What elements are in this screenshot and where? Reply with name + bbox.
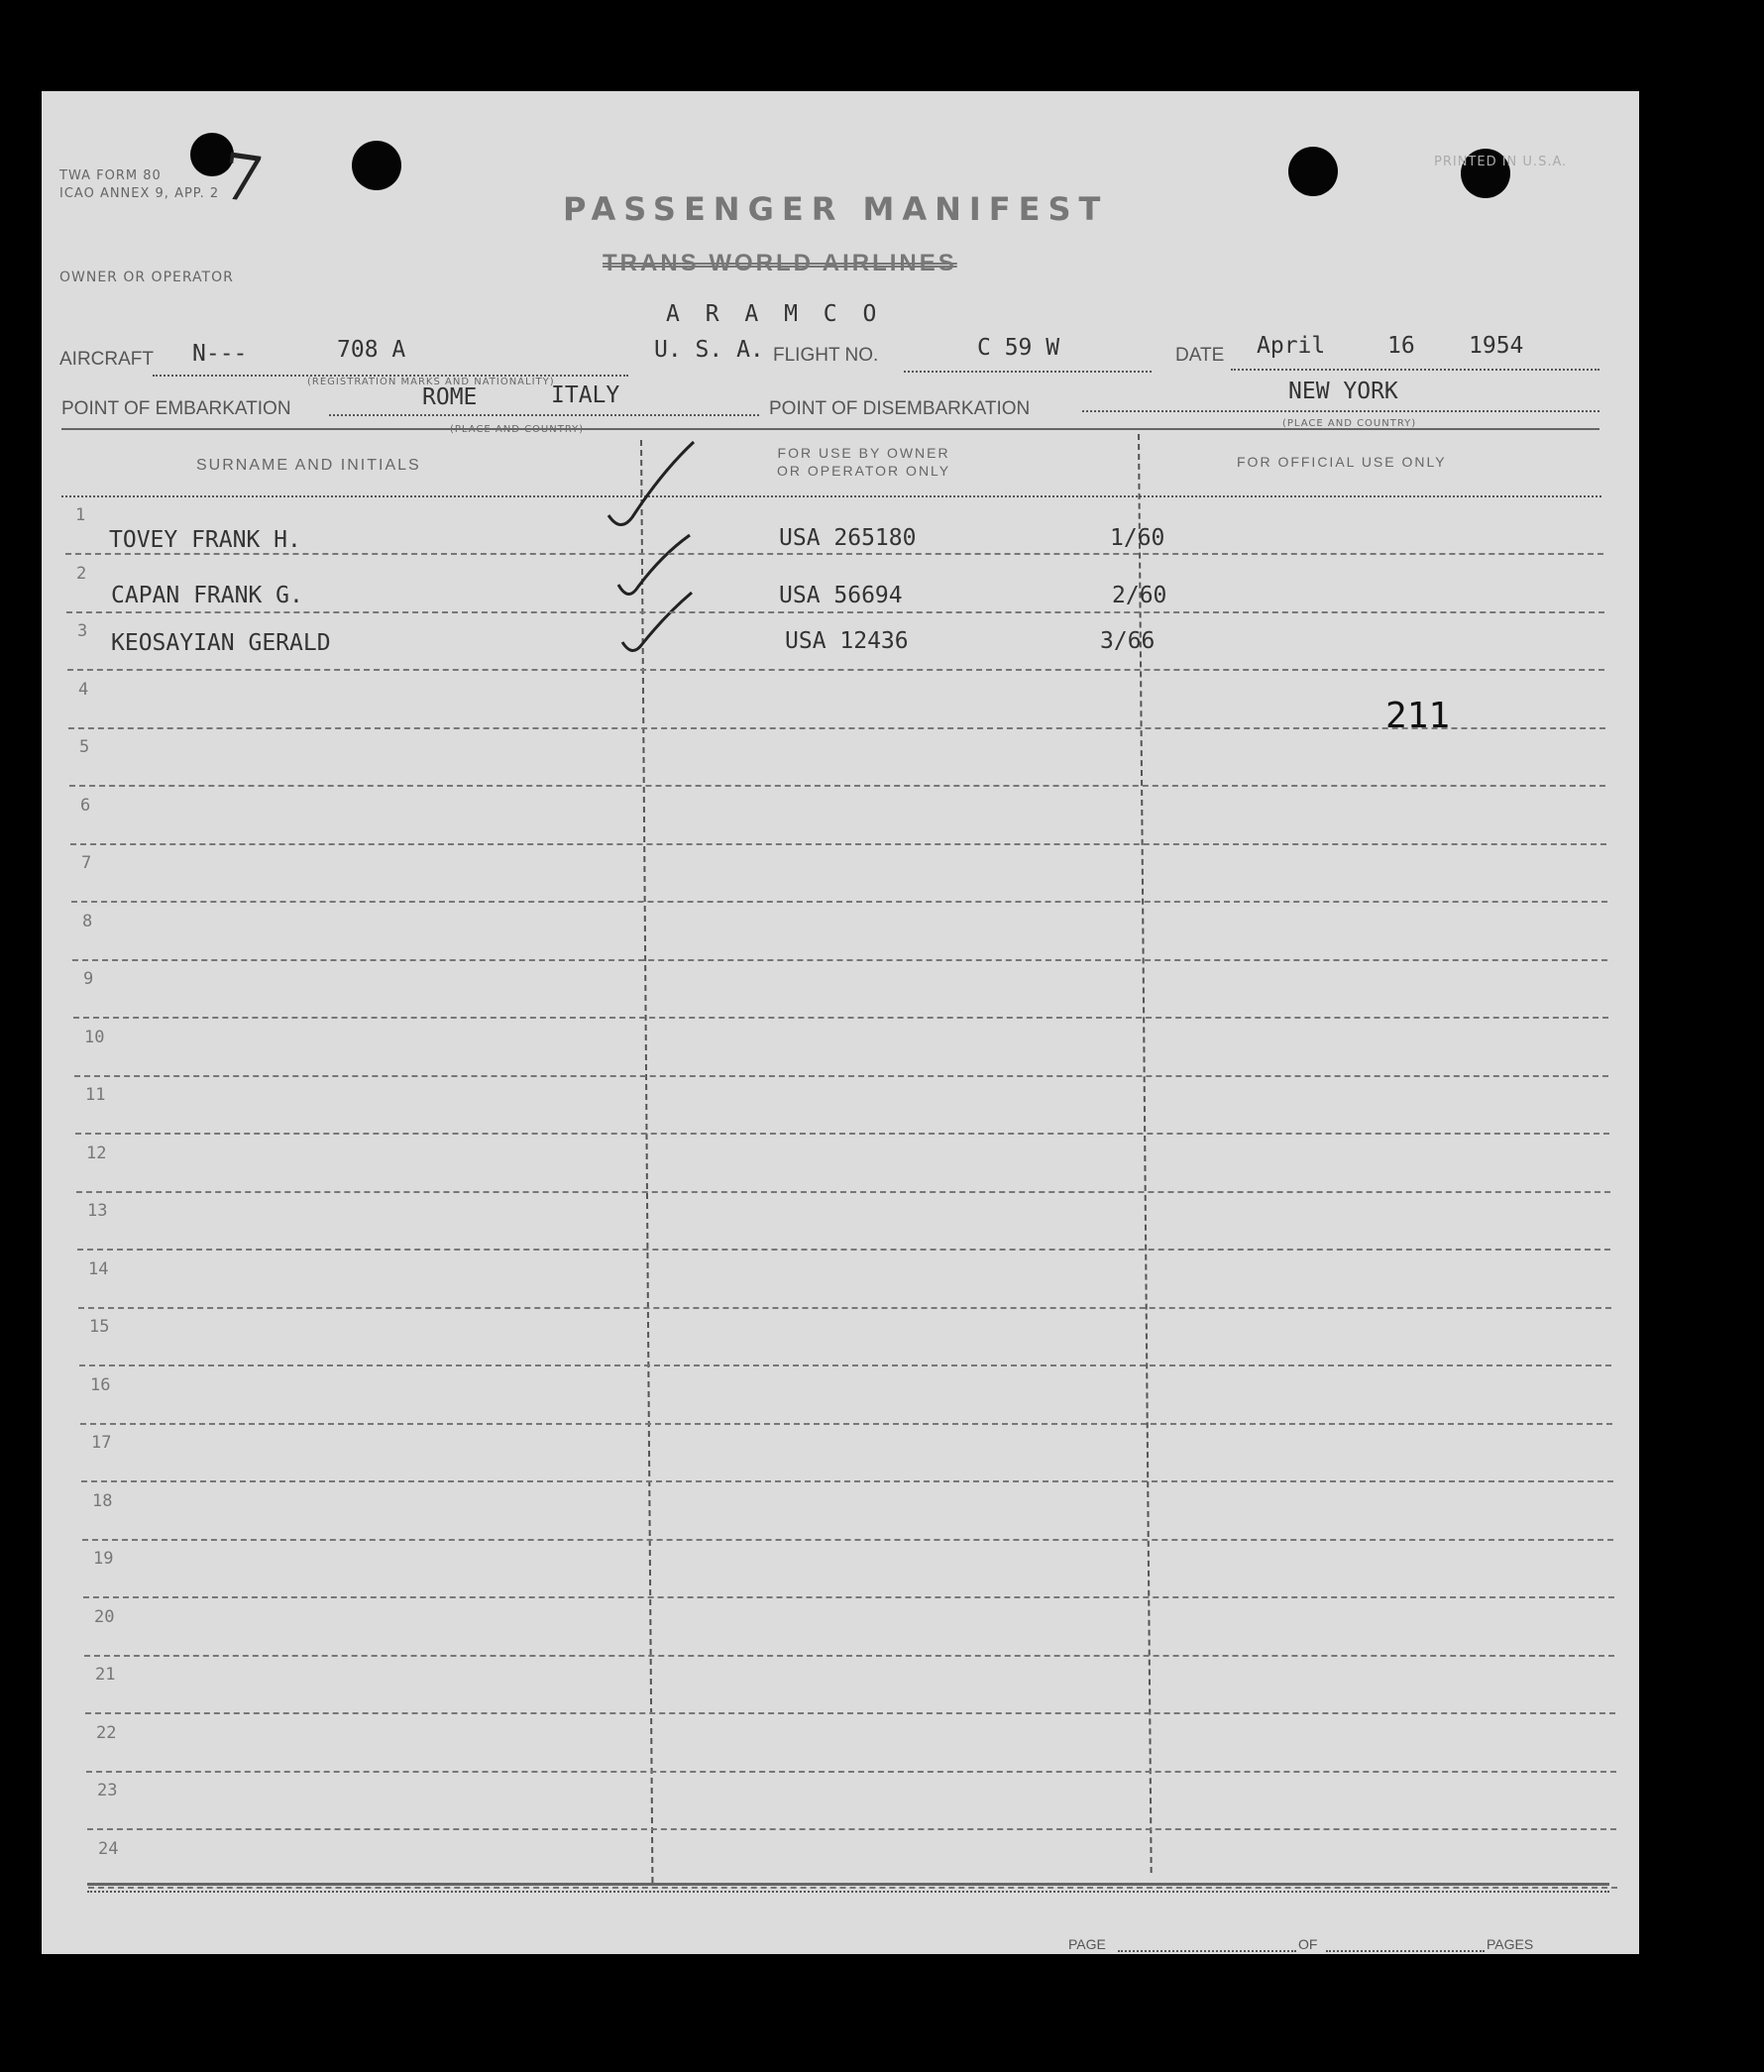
table-top-rule [61, 428, 1599, 430]
row-line [76, 1191, 1610, 1193]
row-number: 7 [81, 853, 92, 873]
row-line [66, 611, 1604, 613]
row-line [70, 843, 1606, 845]
date-year: 1954 [1469, 333, 1524, 359]
footer-pages-label: PAGES [1487, 1936, 1534, 1952]
table-bottom-rule-2 [87, 1891, 1609, 1893]
row-number: 16 [90, 1374, 111, 1395]
footer-of-rule [1326, 1950, 1485, 1952]
row-number: 4 [78, 679, 89, 700]
row-number: 12 [86, 1143, 107, 1163]
row-number: 24 [98, 1838, 119, 1859]
row-number: 18 [92, 1490, 113, 1511]
row-line [73, 1017, 1608, 1019]
disembark-label: POINT OF DISEMBARKATION [769, 398, 1031, 419]
row-line [80, 1423, 1612, 1425]
form-id-line2: ICAO ANNEX 9, APP. 2 [59, 186, 220, 201]
form-id-line1: TWA FORM 80 [59, 168, 162, 183]
embark-caption: (PLACE AND COUNTRY) [450, 424, 585, 435]
official-number: 211 [1385, 696, 1451, 736]
punch-hole [1288, 147, 1338, 196]
row-number: 15 [89, 1317, 110, 1337]
passenger-name: CAPAN FRANK G. [111, 583, 303, 608]
footer-of-label: OF [1298, 1936, 1318, 1952]
table-bottom-rule [87, 1883, 1609, 1886]
passenger-name: TOVEY FRANK H. [109, 527, 301, 553]
row-line [77, 1249, 1610, 1251]
flight-rule [904, 371, 1152, 373]
checkmark-icon [616, 589, 696, 668]
disembark-caption: (PLACE AND COUNTRY) [1282, 418, 1417, 429]
row-number: 5 [79, 737, 90, 757]
embark-city: ROME [422, 384, 478, 410]
footer-page-rule [1118, 1950, 1296, 1952]
operator-value: A R A M C O [666, 301, 883, 327]
row-line [71, 901, 1607, 903]
row-line [68, 727, 1605, 729]
row-line [85, 1712, 1615, 1714]
aircraft-caption: (REGISTRATION MARKS AND NATIONALITY) [307, 377, 555, 387]
footer-page-label: PAGE [1068, 1936, 1106, 1952]
row-number: 10 [84, 1027, 105, 1047]
punch-hole [352, 141, 401, 190]
aircraft-value: 708 A [337, 337, 406, 363]
operator-label: OWNER OR OPERATOR [59, 270, 234, 285]
col-names-header: SURNAME AND INITIALS [196, 457, 421, 474]
row-number: 21 [95, 1665, 116, 1685]
row-line [78, 1307, 1611, 1309]
row-number: 6 [80, 795, 91, 816]
manifest-sheet [42, 91, 1639, 1954]
passenger-ref: 1/60 [1110, 525, 1165, 551]
passenger-ref: 2/60 [1112, 583, 1167, 608]
row-number: 11 [85, 1085, 106, 1105]
row-line [82, 1539, 1613, 1541]
date-label: DATE [1175, 345, 1225, 366]
row-line [87, 1828, 1616, 1830]
operator-struck: TRANS WORLD AIRLINES [603, 250, 957, 276]
embark-label: POINT OF EMBARKATION [61, 398, 291, 419]
flight-value: C 59 W [977, 335, 1060, 361]
row-line [67, 669, 1604, 671]
aircraft-nationality: U. S. A. [654, 337, 764, 363]
passenger-doc: USA 265180 [779, 525, 917, 551]
embark-rule [329, 414, 759, 416]
handwritten-mark: 7 [217, 140, 268, 219]
row-line [84, 1655, 1614, 1657]
row-number: 17 [91, 1433, 112, 1453]
page-title: PASSENGER MANIFEST [563, 190, 1109, 228]
date-day: 16 [1387, 333, 1415, 359]
printed-in: PRINTED IN U.S.A. [1434, 155, 1568, 169]
row-number: 8 [82, 911, 93, 931]
row-number: 23 [97, 1781, 118, 1800]
passenger-name: KEOSAYIAN GERALD [111, 630, 331, 656]
row-line [79, 1364, 1611, 1366]
row-line [83, 1596, 1614, 1598]
row-number: 9 [83, 969, 94, 989]
disembark-rule [1082, 410, 1599, 412]
row-number: 20 [94, 1606, 115, 1627]
table-head-rule [61, 495, 1601, 497]
row-line [86, 1771, 1616, 1773]
passenger-ref: 3/66 [1100, 628, 1156, 654]
row-line [75, 1133, 1609, 1135]
passenger-doc: USA 56694 [779, 583, 903, 608]
aircraft-prefix: N--- [192, 341, 248, 367]
embark-country: ITALY [551, 382, 620, 408]
col-official-header: FOR OFFICIAL USE ONLY [1237, 454, 1447, 470]
row-line [74, 1075, 1608, 1077]
row-number: 14 [88, 1258, 109, 1279]
row-number: 1 [75, 505, 86, 525]
row-number: 3 [77, 621, 88, 641]
passenger-doc: USA 12436 [785, 628, 909, 654]
flight-label: FLIGHT NO. [773, 345, 879, 366]
row-line [65, 553, 1603, 555]
date-rule [1231, 369, 1599, 371]
row-line [81, 1480, 1613, 1482]
row-line [69, 785, 1605, 787]
row-number: 19 [93, 1549, 114, 1569]
row-number: 13 [87, 1201, 108, 1221]
aircraft-label: AIRCRAFT [59, 349, 154, 370]
date-month: April [1257, 333, 1326, 359]
checkmark-icon [603, 438, 702, 537]
row-line [72, 959, 1607, 961]
row-number: 22 [96, 1722, 117, 1743]
disembark-value: NEW YORK [1288, 379, 1398, 404]
col-owner-header: FOR USE BY OWNER OR OPERATOR ONLY [777, 445, 951, 479]
row-line [88, 1887, 1617, 1889]
row-number: 2 [76, 563, 87, 584]
